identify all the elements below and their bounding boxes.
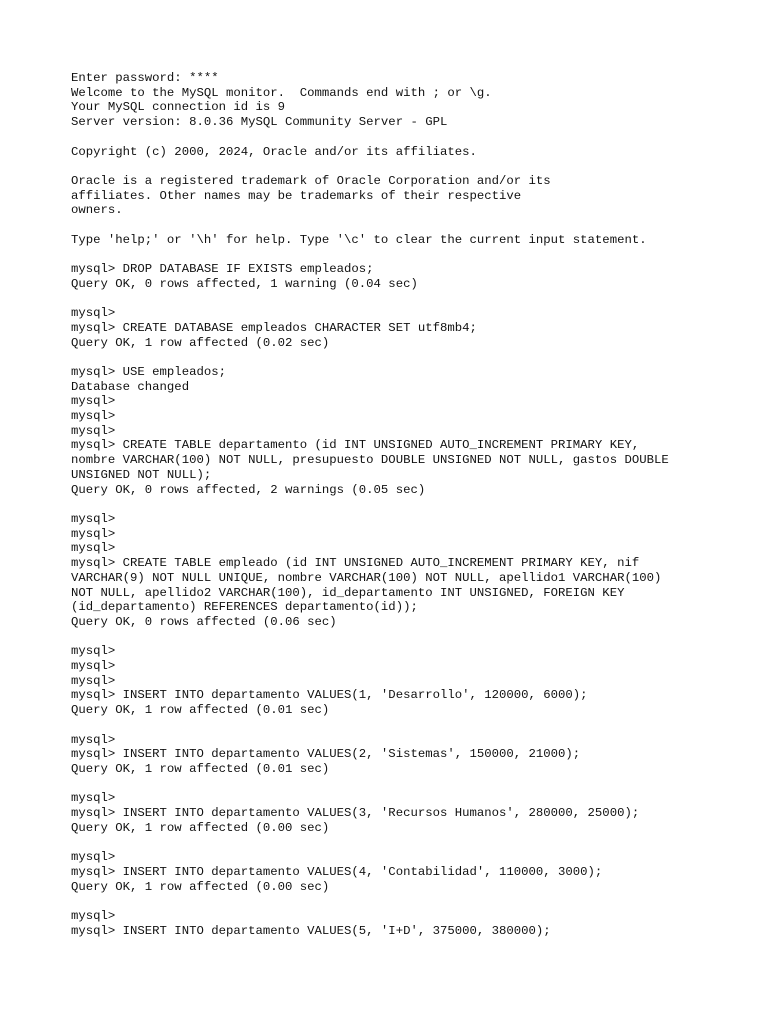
prompt-line: mysql> bbox=[71, 306, 116, 321]
output-line: Query OK, 0 rows affected, 1 warning (0.04 sec) bbox=[71, 276, 418, 291]
prompt-line: mysql> INSERT INTO departamento VALUES(3, 'Recursos Humanos', 280000, 25000); bbox=[71, 806, 640, 820]
blank-line bbox=[71, 718, 751, 733]
prompt-line: mysql> bbox=[71, 732, 116, 747]
prompt-line: mysql> bbox=[71, 541, 116, 556]
output-line: Query OK, 1 row affected (0.01 sec) bbox=[71, 703, 330, 718]
prompt-line: mysql> INSERT INTO departamento VALUES(2, 'Sistemas', 150000, 21000); bbox=[71, 747, 581, 762]
output-line: nombre VARCHAR(100) NOT NULL, presupuesto DOUBLE UNSIGNED NOT NULL, gastos DOUBLE bbox=[71, 453, 669, 468]
output-line: Query OK, 0 rows affected, 2 warnings (0.05 sec) bbox=[71, 482, 426, 497]
output-line: Database changed bbox=[71, 379, 190, 394]
blank-line bbox=[71, 218, 751, 233]
output-line: NOT NULL, apellido2 VARCHAR(100), id_departamento INT UNSIGNED, FOREIGN KEY bbox=[71, 585, 625, 600]
prompt-line: mysql> bbox=[71, 526, 116, 541]
prompt-line: mysql> bbox=[71, 791, 116, 806]
output-line: Query OK, 1 row affected (0.01 sec) bbox=[71, 761, 330, 776]
output-line: Your MySQL connection id is 9 bbox=[71, 100, 286, 115]
blank-line bbox=[71, 247, 751, 262]
blank-line bbox=[71, 777, 751, 792]
prompt-line: mysql> bbox=[71, 394, 116, 409]
prompt-line: mysql> bbox=[71, 850, 116, 865]
prompt-line: mysql> CREATE DATABASE empleados CHARACTER SET utf8mb4; bbox=[71, 320, 477, 335]
blank-line bbox=[71, 497, 751, 512]
prompt-line: mysql> INSERT INTO departamento VALUES(5, 'I+D', 375000, 380000); bbox=[71, 923, 551, 938]
blank-line bbox=[71, 835, 751, 850]
output-line: Server version: 8.0.36 MySQL Community Server - GPL bbox=[71, 115, 448, 130]
output-line: UNSIGNED NOT NULL); bbox=[71, 467, 212, 482]
output-line: Copyright (c) 2000, 2024, Oracle and/or its affiliates. bbox=[71, 144, 477, 159]
output-line: Enter password: **** bbox=[71, 71, 219, 85]
output-line: Query OK, 1 row affected (0.00 sec) bbox=[71, 879, 330, 894]
output-line: owners. bbox=[71, 203, 123, 218]
prompt-line: mysql> bbox=[71, 659, 116, 673]
prompt-line: mysql> INSERT INTO departamento VALUES(4, 'Contabilidad', 110000, 3000); bbox=[71, 864, 603, 879]
output-line: Type 'help;' or '\h' for help. Type '\c' to clear the current input statement. bbox=[71, 232, 647, 247]
output-line: VARCHAR(9) NOT NULL UNIQUE, nombre VARCHAR(100) NOT NULL, apellido1 VARCHAR(100) bbox=[71, 570, 662, 585]
prompt-line: mysql> bbox=[71, 423, 116, 438]
prompt-line: mysql> bbox=[71, 409, 116, 424]
prompt-line: mysql> bbox=[71, 673, 116, 688]
output-line: Query OK, 1 row affected (0.02 sec) bbox=[71, 335, 330, 350]
output-line: (id_departamento) REFERENCES departamento(id)); bbox=[71, 600, 418, 615]
blank-line bbox=[71, 350, 751, 365]
prompt-line: mysql> CREATE TABLE departamento (id INT UNSIGNED AUTO_INCREMENT PRIMARY KEY, bbox=[71, 438, 640, 453]
prompt-line: mysql> bbox=[71, 644, 116, 659]
prompt-line: mysql> bbox=[71, 908, 116, 923]
prompt-line: mysql> USE empleados; bbox=[71, 364, 226, 379]
output-line: Welcome to the MySQL monitor. Commands end with ; or \g. bbox=[71, 85, 492, 100]
prompt-line: mysql> INSERT INTO departamento VALUES(1, 'Desarrollo', 120000, 6000); bbox=[71, 688, 588, 703]
blank-line bbox=[71, 894, 751, 909]
output-line: affiliates. Other names may be trademarks of their respective bbox=[71, 188, 522, 203]
output-line: Query OK, 0 rows affected (0.06 sec) bbox=[71, 614, 337, 629]
blank-line bbox=[71, 130, 751, 145]
blank-line bbox=[71, 630, 751, 645]
terminal-output[interactable] bbox=[71, 71, 751, 938]
prompt-line: mysql> bbox=[71, 511, 116, 526]
blank-line bbox=[71, 159, 751, 174]
output-line: Oracle is a registered trademark of Oracle Corporation and/or its bbox=[71, 173, 551, 188]
blank-line bbox=[71, 291, 751, 306]
output-line: Query OK, 1 row affected (0.00 sec) bbox=[71, 820, 330, 835]
prompt-line: mysql> DROP DATABASE IF EXISTS empleados; bbox=[71, 262, 374, 277]
prompt-line: mysql> CREATE TABLE empleado (id INT UNSIGNED AUTO_INCREMENT PRIMARY KEY, nif bbox=[71, 556, 640, 571]
